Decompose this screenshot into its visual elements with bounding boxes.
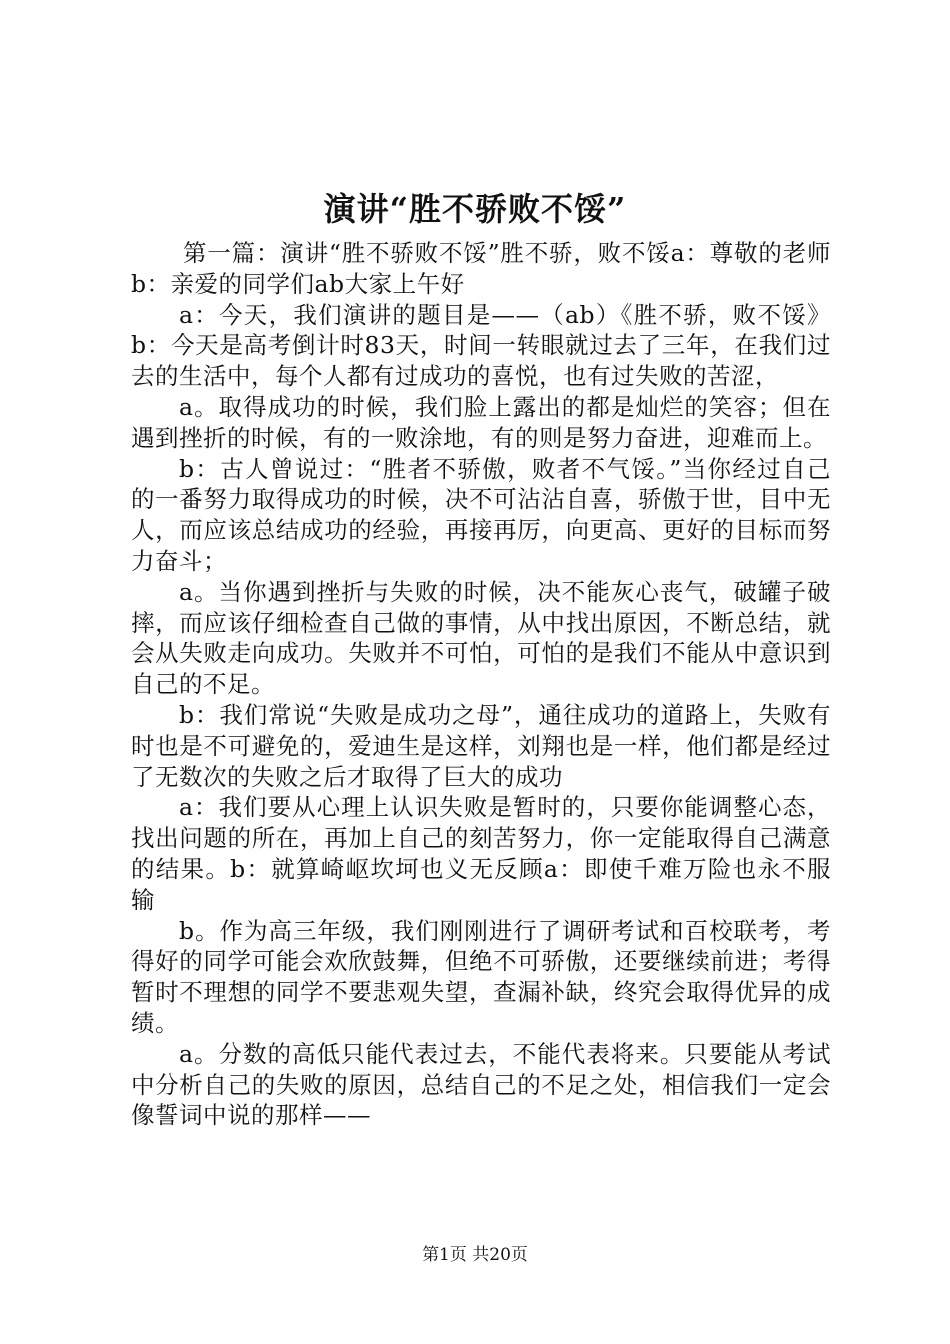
paragraph: a。分数的高低只能代表过去，不能代表将来。只要能从考试中分析自己的失败的原因，总结自己的不足之处，相信我们一定会像誓词中说的那样—— bbox=[131, 1039, 831, 1130]
paragraph: b：我们常说“失败是成功之母”，通往成功的道路上，失败有时也是不可避免的，爱迪生是这样，刘翔也是一样，他们都是经过了无数次的失败之后才取得了巨大的成功 bbox=[131, 700, 831, 791]
paragraph: a。取得成功的时候，我们脸上露出的都是灿烂的笑容；但在遇到挫折的时候，有的一败涂地，有的则是努力奋进，迎难而上。 bbox=[131, 392, 831, 452]
document-title: 演讲“胜不骄败不馁” bbox=[323, 190, 627, 228]
paragraph: a：今天，我们演讲的题目是——（ab）《胜不骄，败不馁》b：今天是高考倒计时83天，时间一转眼就过去了三年，在我们过去的生活中，每个人都有过成功的喜悦，也有过失败的苦涩， bbox=[131, 300, 831, 391]
paragraph: 第一篇：演讲“胜不骄败不馁”胜不骄，败不馁a：尊敬的老师b：亲爱的同学们ab大家上午好 bbox=[131, 239, 831, 298]
paragraph: b：古人曾说过：“胜者不骄傲，败者不气馁。”当你经过自己的一番努力取得成功的时候，决不可沾沾自喜，骄傲于世，目中无人，而应该总结成功的经验，再接再厉，向更高、更好的目标而努力奋斗； bbox=[131, 454, 831, 575]
paragraph: b。作为高三年级，我们刚刚进行了调研考试和百校联考，考得好的同学可能会欢欣鼓舞，但绝不可骄傲，还要继续前进；考得暂时不理想的同学不要悲观失望，查漏补缺，终究会取得优异的成绩。 bbox=[131, 916, 831, 1037]
page-footer: 第1页 共20页 bbox=[422, 1245, 528, 1265]
paragraph: a。当你遇到挫折与失败的时候，决不能灰心丧气，破罐子破摔，而应该仔细检查自己做的事情，从中找出原因，不断总结，就会从失败走向成功。失败并不可怕，可怕的是我们不能从中意识到自己的不足。 bbox=[131, 577, 831, 699]
paragraph: a：我们要从心理上认识失败是暂时的，只要你能调整心态，找出问题的所在，再加上自己的刻苦努力，你一定能取得自己满意的结果。b：就算崎岖坎坷也义无反顾a：即使千难万险也永不服输 bbox=[131, 793, 831, 914]
document-body bbox=[131, 238, 831, 1131]
